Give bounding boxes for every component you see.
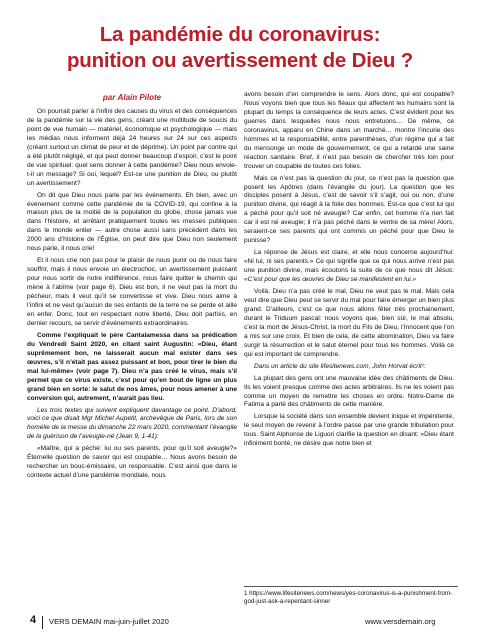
paragraph: Mais ce n’est pas la question du jour, ce n’est pas la question que posent les Apôtres (dans l’évangile du jour). La question que les disciples posent à Jésus, c’est de savoir s’il s’agit, oui ou non, d’une punition divine, qui réagit à la folie des hommes. Est-ce que c’est lui qui a péché pour qu’il soit né aveugle? Car enfin, cet homme n’a rien fait car il est né aveugle; il n’a pas péché dans le ventre de sa mère! Alors, seraient-ce ses parents qui ont commis un péché pour que Dieu le punisse? [244,174,454,245]
magazine-issue: VERS DEMAIN mai-juin-juillet 2020 [49,617,169,626]
italic-paragraph: Les trois textes qui suivent expliquent davantage ce point. D’abord, voici ce que disait Mgr Michel Aupetit, archevêque de Paris, lors de son homélie de la messe du dimanche 22 mars 2020, commentant l’évangile de la guérison de l’aveugle-né (Jean 9, 1-41): [27,406,237,441]
paragraph: La plupart des gens ont une mauvaise idée des châtiments de Dieu. Ils les voient presque comme des actes arbitraires. Ils ne les voient pas comme un moyen de remettre les choses en ordre. Notre-Dame de Fatima a parlé des châtiments de cette manière. [244,374,454,409]
website-url[interactable]: www.versdemain.org [365,617,436,626]
paragraph: On dit que Dieu nous parle par les événements. Eh bien, avec un événement comme cette pandémie de la COVID-19, qui confine à la maison plus de la moitié de la population du globe, chose jamais vue dans l’histoire, et arrêtant pratiquement toutes les messes publiques dans le monde entier — autre chose aussi sans précédent dans les 2000 ans d’histoire de l’Église, on peut dire que Dieu non seulement nous parle, il nous crie! [27,191,237,253]
page-footer [0,616,480,630]
bold-paragraph: Comme l’expliquait le père Cantalamessa dans sa prédication du Vendredi Saint 2020, en citant saint Augustin: «Dieu, étant suprêmement bon, ne laisserait aucun mal exister dans ses œuvres, s’il n’était pas assez puissant et bon, pour tirer le bien du mal lui-même» (voir page 7). Dieu n’a pas créé le virus, mais s’il permet que ce virus existe, c’est pour qu’en bout de ligne un plus grand bien en sorte: le salut de nos âmes, pour nous amener à une conversion qui, autrement, n’aurait pas lieu. [27,331,237,402]
paragraph: Et il nous crie non pas pour le plaisir de nous punir ou de nous faire souffrir, mais il nous envoie un électrochoc, un avertissement puissant pour nous sortir de notre indifférence, nous faire quitter le chemin qui mène à l’abîme (voir page 6). Dieu est bon, il ne veut pas la mort du pécheur, mais il veut qu’il se convertisse et vive. Dieu nous aime à l’infini et ne veut qu’aucun de ses enfants de la terre ne se perde et aille en enfer. Donc, tout en respectant notre liberté, Dieu doit parfois, en dernier recours, se servir d’événements extraordinaires. [27,257,237,327]
page-number: 4 [30,614,37,626]
paragraph-text: La réponse de Jésus est claire, et elle nous concerne aujourd’hui: «Ni lui, ni ses parents.» Ce qui signifie que ce qui nous arrive n’est pas une punition divine, mais écoutons la suite de ce que nous dit Jésus: [244,249,454,275]
author-prefix: par [102,93,116,102]
title-line-2: punition ou avertissement de Dieu ? [66,49,414,72]
gospel-quote: «C’est pour que les œuvres de Dieu se manifestent en lui.» [244,276,417,284]
left-column [27,92,237,484]
footnote: 1 https://www.lifesitenews.com/news/yes-coronavirus-is-a-punishment-from-god-just-ask-a-repentant-sinner [244,586,458,606]
paragraph: On pourrait parler à l’infini des causes du virus et des conséquences de la pandémie sur la vie des gens, créant une multitude de soucis du point de vue humain — matériel, économique et psychologique — mais les médias nous informent déjà 24 heures sur 24 sur ces aspects (créant surtout un climat de peur et de déprime). Un point par contre qui a été plutôt négligé, et qui peut donner beaucoup d’espoir, c’est le point de vue spirituel: quel sens donner à cette pandémie? Dieu nous envoie-t-il un message? Si oui, lequel? Est-ce une punition de Dieu, ou plutôt un avertissement? [27,108,237,187]
paragraph [244,249,454,285]
author-name: Alain Pilote [117,93,162,102]
italic-paragraph: Dans un article du site lifesitenews.com, John Horvat écrit¹: [254,362,426,370]
title-line-1: La pandémie du coronavirus: [99,23,381,46]
article-title [0,22,480,74]
paragraph: Voilà. Dieu n’a pas créé le mal, Dieu ne veut pas le mal. Mais cela veut dire que Dieu peut se servir du mal pour faire émerger un bien plus grand. D’ailleurs, c’est ce que nous allons fêter très prochainement, durant le Triduum pascal: nous voyons que, bien sûr, le mal absolu, c’est la mort de Jésus-Christ, la mort du Fils de Dieu, l’Innocent que l’on a mis sur une croix. Et bien de cela, de cette abomination, Dieu va faire surgir la résurrection et le salut éternel pour tous les hommes. Voilà ce qui est important de comprendre. [244,288,454,358]
footer-divider [42,616,43,629]
right-column [244,91,454,452]
author-byline [27,92,237,104]
paragraph: Lorsque la société dans son ensemble devient inique et impénitente, le seul moyen de revenir à l’ordre passe par une grande tribulation pour tous. Saint Alphonse de Liguori clarifie la question en disant: «Dieu étant infiniment bonté, ne désire que notre bien et [244,413,455,448]
paragraph-continued: avons besoin d’en comprendre le sens. Alors donc, qui est coupable? Nous voyons bien que tous les fléaux qui affectent les humains sont la plupart du temps la conséquence de leurs actes. C’est évident pour les guerres dans lesquelles nous nous entretuons… De même, ce coronavirus, apparu en Chine dans un marché… montre l’incurie des hommes et la responsabilité, entre parenthèses, d’un régime qui a fait du mensonge un mode de gouvernement, ce qui a retardé une saine réaction sanitaire. Bref, il n’est pas besoin de chercher très loin pour trouver un coupable de toutes ces folies. [244,91,454,170]
paragraph: «Maître, qui a péché: lui ou ses parents, pour qu’il soit aveugle?» Éternelle question de savoir qui est coupable… Nous avons besoin de rechercher un bouc-émissaire, un responsable. C’est ainsi que dans le contexte actuel d’une pandémie mondiale, nous [27,445,237,480]
